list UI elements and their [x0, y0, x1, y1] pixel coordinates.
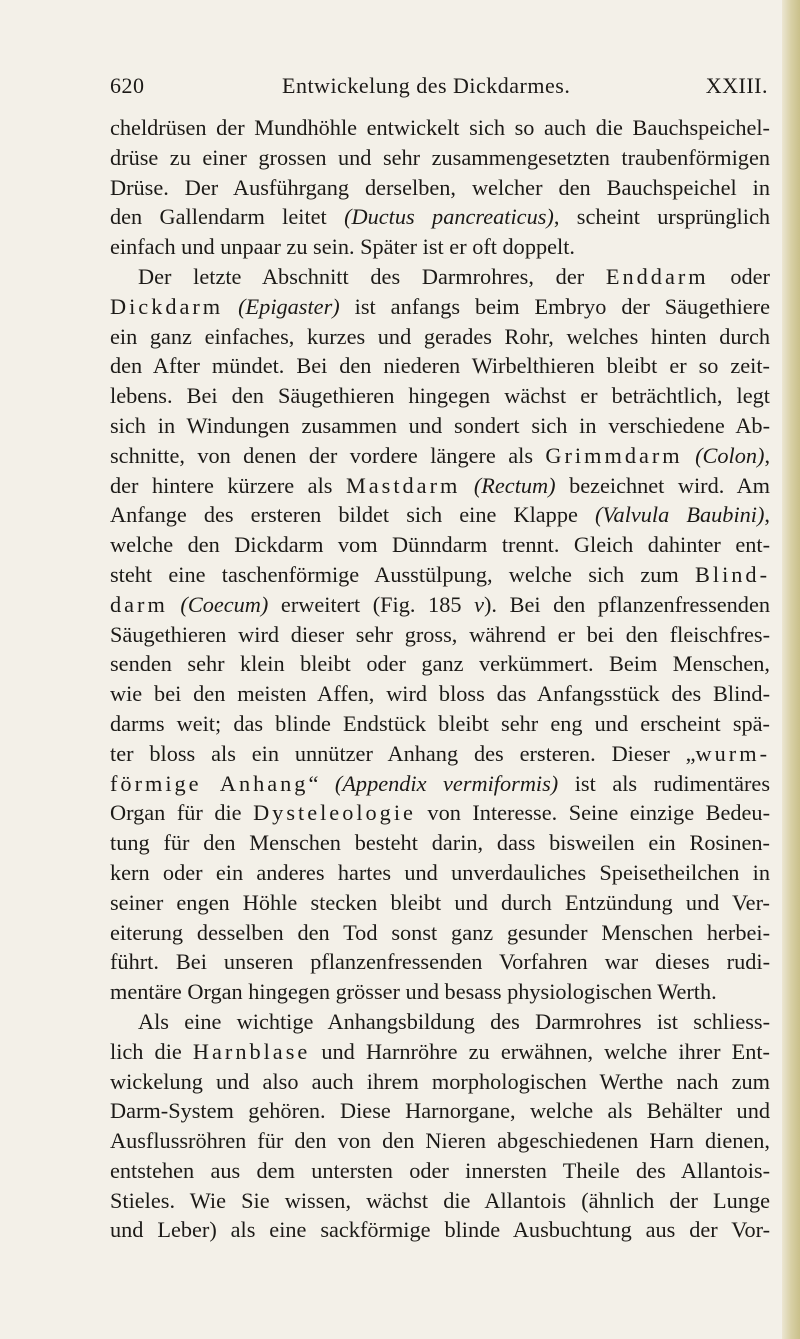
text-run: [460, 473, 474, 498]
text-run: Der letzte Abschnitt des Darmrohres, der: [138, 263, 606, 289]
emphasized-term: Dysteleologie: [253, 800, 416, 826]
text-run: schnitte, von denen der vordere längere als: [110, 442, 546, 468]
text-run: der hintere kürzere als: [110, 472, 346, 498]
latin-term: (Ductus pancreaticus): [344, 204, 554, 230]
emphasized-term: Harnblase: [192, 1038, 311, 1064]
text-run: drüse zu einer grossen und sehr zusammengesetzten traubenförmigen: [110, 144, 770, 170]
text-run: entstehen aus dem untersten oder innersten Theile des Allantois-: [110, 1157, 770, 1183]
latin-term: (Appendix vermiformis): [334, 770, 559, 796]
text-run: ,: [764, 442, 770, 468]
body-text: [110, 113, 770, 1245]
text-run: [223, 294, 238, 319]
text-line: [110, 322, 770, 352]
text-run: ist als rudimentäres: [558, 770, 770, 796]
text-line: [110, 1126, 770, 1156]
text-run: lebens. Bei den Säugethieren hingegen wächst er beträchtlich, legt: [110, 383, 770, 409]
text-run: bezeichnet wird. Am: [555, 472, 770, 498]
emphasized-term: Mastdarm: [345, 472, 461, 498]
text-run: cheldrüsen der Mundhöhle entwickelt sich so auch die Bauchspeichel-: [110, 115, 770, 140]
text-run: ,: [764, 502, 770, 528]
emphasized-term: Blind-: [695, 561, 770, 587]
text-line: [110, 1156, 770, 1186]
text-run: senden sehr klein bleibt oder ganz verkümmert. Beim Menschen,: [110, 651, 770, 677]
text-run: Als eine wichtige Anhangsbildung des Darmrohres ist schliess-: [138, 1008, 770, 1034]
emphasized-term: Grimmdarm: [545, 442, 683, 468]
text-line: [110, 739, 770, 769]
latin-term: (Valvula Baubini): [594, 502, 765, 528]
emphasized-term: darm: [110, 591, 168, 617]
text-run: Säugethieren wird dieser sehr gross, während er bei den fleischfres-: [110, 621, 770, 647]
latin-term: v: [474, 591, 484, 617]
text-line: [110, 143, 770, 173]
text-run: eiterung desselben den Tod sonst ganz gesunder Menschen herbei-: [110, 919, 770, 945]
text-line: [110, 828, 770, 858]
text-run: wickelung und also auch ihrem morphologischen Werthe nach zum: [110, 1068, 770, 1094]
text-run: tung für den Menschen besteht darin, dass bisweilen ein Rosinen-: [110, 830, 770, 856]
running-title: Entwickelung des Dickdarmes.: [282, 73, 571, 98]
text-line: [110, 232, 770, 262]
text-run: Organ für die: [110, 800, 254, 826]
text-run: Anfange des ersteren bildet sich eine Klappe: [110, 502, 595, 528]
text-line: [110, 1096, 770, 1126]
text-run: sich in Windungen zusammen und sondert sich in verschiedene Ab-: [110, 412, 770, 438]
text-line: [110, 620, 770, 650]
text-line: [110, 1186, 770, 1216]
text-line: [110, 1067, 770, 1097]
text-run: führt. Bei unseren pflanzenfressenden Vorfahren war dieses rudi-: [110, 949, 770, 975]
text-line: [110, 858, 770, 888]
text-line: [110, 173, 770, 203]
text-run: ). Bei den pflanzenfressenden: [484, 591, 770, 617]
text-line: [110, 1037, 770, 1067]
text-line: [110, 262, 770, 292]
text-run: [683, 443, 695, 468]
text-run: Ausflussröhren für den von den Nieren abgeschiedenen Harn dienen,: [110, 1128, 770, 1154]
text-line: [110, 500, 770, 530]
text-run: “: [308, 770, 335, 796]
text-line: [110, 351, 770, 381]
text-line: [110, 918, 770, 948]
text-line: [110, 411, 770, 441]
chapter-number: XXIII.: [705, 73, 768, 98]
text-line: [110, 709, 770, 739]
text-run: von Interesse. Seine einzige Bedeu-: [415, 800, 770, 826]
text-line: [110, 1215, 770, 1245]
text-run: wie bei den meisten Affen, wird bloss das Anfangsstück des Blind-: [110, 681, 770, 707]
text-run: Darm-System gehören. Diese Harnorgane, welche als Behälter und: [110, 1098, 770, 1124]
text-line: [110, 590, 770, 620]
text-line: [110, 113, 770, 143]
text-run: ein ganz einfaches, kurzes und gerades Rohr, welches hinten durch: [110, 323, 770, 349]
text-run: darms weit; das blinde Endstück bleibt sehr eng und erscheint spä-: [110, 710, 770, 736]
text-run: den After mündet. Bei den niederen Wirbelthieren bleibt er so zeit-: [110, 353, 770, 379]
page-edge-shadow: [782, 0, 800, 1339]
text-run: oder: [708, 263, 770, 289]
emphasized-term: Dickdarm: [110, 293, 224, 319]
emphasized-term: förmige Anhang: [110, 770, 309, 796]
text-line: [110, 679, 770, 709]
text-line: [110, 798, 770, 828]
page-number: 620: [110, 73, 145, 98]
text-run: und Harnröhre zu erwähnen, welche ihrer Ent-: [310, 1038, 770, 1064]
text-line: [110, 888, 770, 918]
text-run: seiner engen Höhle stecken bleibt und durch Entzündung und Ver-: [110, 889, 770, 915]
text-run: mentäre Organ hingegen grösser und besass physiologischen Werth.: [110, 979, 717, 1005]
text-run: Stieles. Wie Sie wissen, wächst die Allantois (ähnlich der Lunge: [110, 1187, 770, 1213]
latin-term: (Epigaster): [238, 293, 340, 319]
text-run: und Leber) als eine sackförmige blinde Ausbuchtung aus der Vor-: [110, 1217, 770, 1243]
latin-term: (Colon): [695, 442, 765, 468]
text-run: [168, 592, 181, 617]
text-run: steht eine taschenförmige Ausstülpung, welche sich zum: [110, 561, 696, 587]
text-line: [110, 769, 770, 799]
running-header: [110, 73, 768, 103]
text-line: [110, 202, 770, 232]
text-run: einfach und unpaar zu sein. Später ist er oft doppelt.: [110, 234, 575, 260]
text-line: [110, 381, 770, 411]
text-line: [110, 560, 770, 590]
text-line: [110, 1007, 770, 1037]
text-line: [110, 441, 770, 471]
latin-term: (Coecum): [180, 591, 269, 617]
text-run: welche den Dickdarm vom Dünndarm trennt. Gleich dahinter ent-: [110, 532, 770, 558]
text-line: [110, 977, 770, 1007]
text-run: Drüse. Der Ausführgang derselben, welcher den Bauchspeichel in: [110, 174, 770, 200]
text-line: [110, 649, 770, 679]
latin-term: (Rectum): [473, 472, 556, 498]
text-run: lich die: [110, 1038, 193, 1064]
text-run: den Gallendarm leitet: [110, 204, 345, 230]
text-run: , scheint ursprünglich: [553, 204, 770, 230]
text-line: [110, 947, 770, 977]
text-run: ist anfangs beim Embryo der Säugethiere: [339, 293, 770, 319]
text-line: [110, 530, 770, 560]
text-line: [110, 471, 770, 501]
text-run: kern oder ein anderes hartes und unverdauliches Speisetheilchen in: [110, 859, 770, 885]
text-line: [110, 292, 770, 322]
emphasized-term: Enddarm: [605, 263, 709, 289]
emphasized-term: wurm-: [695, 740, 770, 766]
text-run: ter bloss als ein unnützer Anhang des ersteren. Dieser „: [110, 740, 696, 766]
text-run: erweitert (Fig. 185: [268, 591, 475, 617]
